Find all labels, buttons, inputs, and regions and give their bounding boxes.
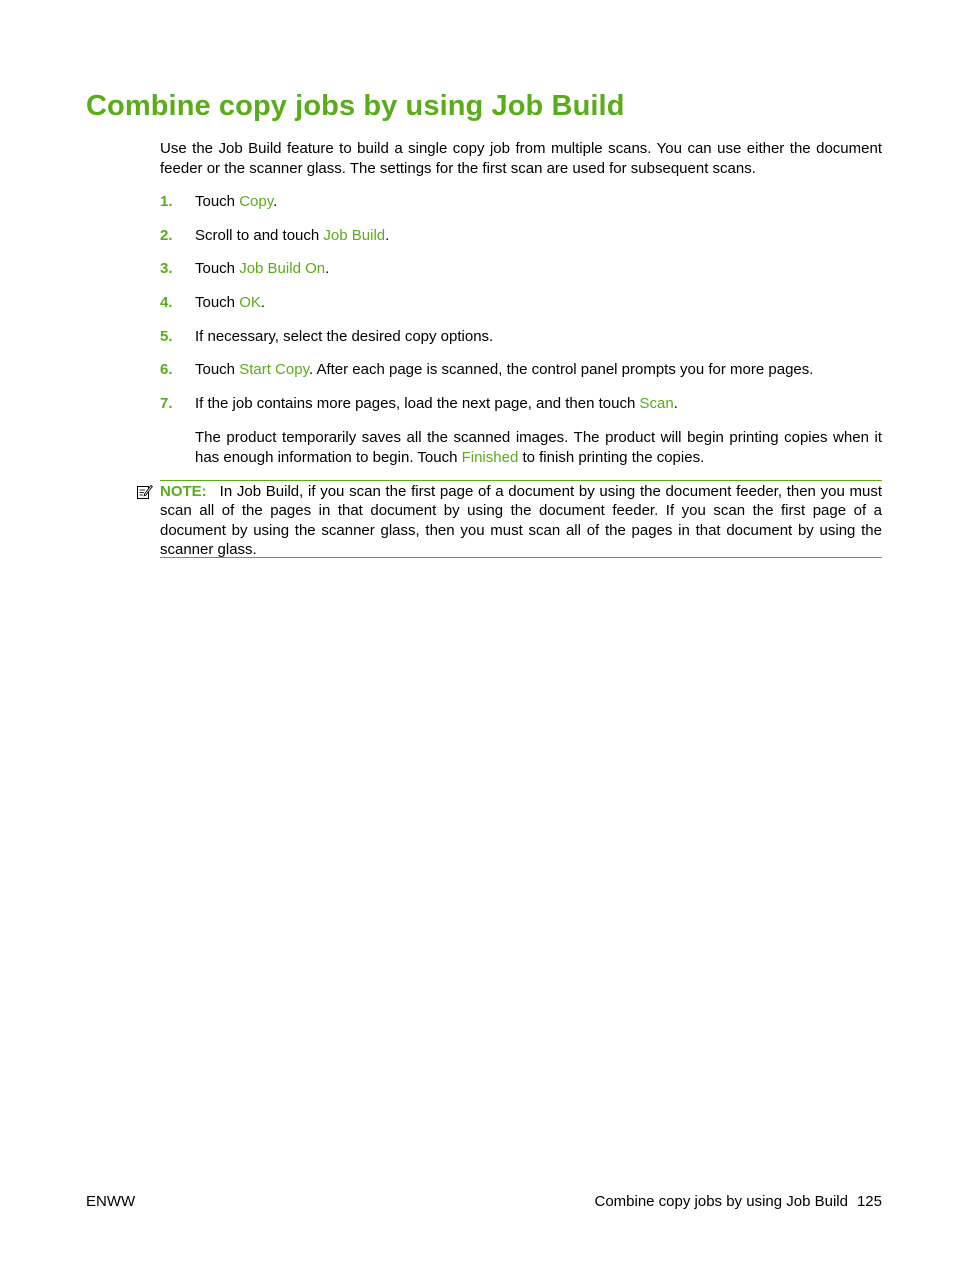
step-item [160,394,882,428]
step-text-pre: Touch [195,193,240,210]
detail-text-post: to finish printing the copies. [518,448,705,466]
note-text: In Job Build, if you scan the first page of a document by using the document feeder, then you must scan all of the pages in that document by using the document feeder. If you scan the first page of a document by using the scanner glass, then you must scan all of the pages in that document by using the scanner glass. [160,483,882,558]
step-text-post: . [260,294,266,312]
detail-text-pre: The product temporarily saves all the scanned images. The product will begin printing copies when it has enough information to begin. Touch [195,429,882,466]
ui-term-start-copy: Start Copy [239,361,309,379]
note-box [160,480,882,558]
ui-term-job-build-on: Job Build On [239,260,326,278]
step-list [160,192,882,428]
step-item [160,293,882,327]
step-text [195,327,493,346]
step-text-pre: If necessary, select the desired copy options. [195,327,494,345]
step-item [160,360,882,394]
step-item [160,327,882,361]
step-number: 6. [160,361,173,379]
step-number: 5. [160,327,173,345]
ui-term-scan: Scan [639,395,674,413]
step-text [195,259,329,278]
note-label: NOTE: [160,483,207,500]
step-text [195,360,813,379]
note-text-block [160,481,882,559]
footer-section-title: Combine copy jobs by using Job Build [594,1193,848,1210]
step-item [160,259,882,293]
ui-term-job-build: Job Build [323,226,386,244]
page-number: 125 [856,1193,882,1210]
footer-right [594,1193,882,1210]
step-number: 3. [160,260,173,278]
step-number: 7. [160,395,173,413]
step-7-detail [195,428,882,467]
step-number: 4. [160,294,173,312]
step-text-post: . After each page is scanned, the control panel prompts you for more pages. [308,361,814,379]
step-text [195,293,265,312]
ui-term-finished: Finished [461,448,519,466]
step-text [195,192,277,211]
step-text-pre: If the job contains more pages, load the next page, and then touch [195,395,640,413]
step-text-pre: Touch [195,260,240,278]
step-item [160,226,882,260]
step-text [195,394,678,413]
ui-term-ok: OK [239,294,261,312]
step-text-post: . [673,395,678,413]
footer-left: ENWW [86,1193,136,1210]
step-text-pre: Touch [195,294,240,312]
step-number: 2. [160,226,173,244]
step-text-post: . [273,193,278,210]
ui-term-copy: Copy [239,193,274,210]
step-number: 1. [160,193,173,210]
step-text-post: . [325,260,330,278]
page-title: Combine copy jobs by using Job Build [86,90,625,122]
step-text-pre: Touch [195,361,240,379]
step-text [195,226,389,245]
note-pencil-icon [136,483,153,500]
step-item [160,192,882,226]
step-text-post: . [385,226,390,244]
intro-paragraph: Use the Job Build feature to build a single copy job from multiple scans. You can use either the document feeder or the scanner glass. The settings for the first scan are used for subsequent scans. [160,140,882,177]
step-text-pre: Scroll to and touch [195,226,324,244]
